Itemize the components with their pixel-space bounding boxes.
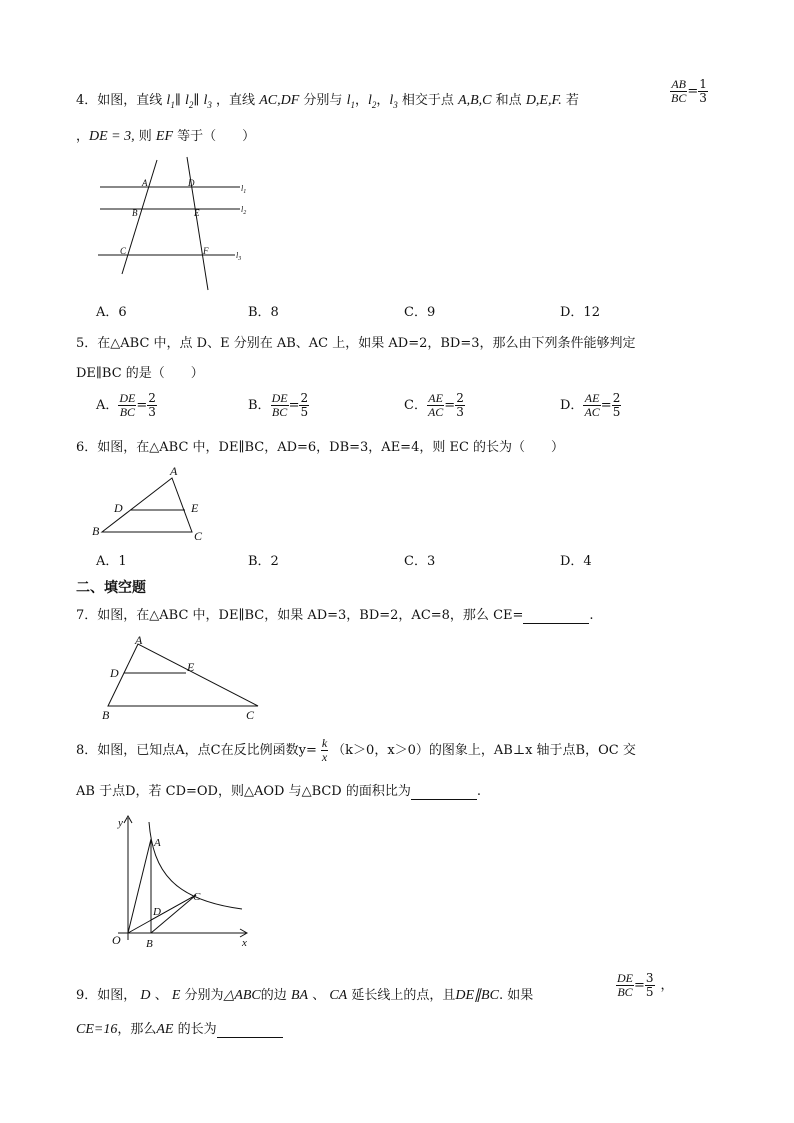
q5-stem-line2: DE∥BC 的是（ ）	[76, 366, 204, 381]
q9-stem-line2: CE=16，那么AE 的长为	[76, 1018, 283, 1038]
q4-option-c[interactable]: C．9	[404, 305, 436, 320]
q6-figure	[88, 462, 218, 547]
q7-stem: 7．如图，在△ABC 中，DE∥BC，如果 AD=3，BD=2，AC=8，那么 CE= .	[76, 608, 594, 623]
q4-figure	[90, 152, 260, 297]
q8-point-d: D	[153, 906, 161, 918]
q4-option-a[interactable]: A．6	[96, 305, 127, 320]
q8-stem-line1: 8．如图，已知点A，点C在反比例函数y= $\frac{k}{x}$ （k＞0，x＞0）的图象上，AB⊥x 轴于点B，OC 交	[76, 736, 636, 764]
q5-stem-line1: 5．在△ABC 中，点 D、E 分别在 AB、AC 上，如果 AD=2，BD=3，那么由下列条件能够判定	[76, 336, 636, 351]
q4-point-b: B	[132, 208, 138, 218]
q7-figure	[98, 630, 268, 725]
q7-point-e: E	[187, 660, 195, 674]
q6-stem: 6．如图，在△ABC 中，DE∥BC，AD=6，DB=3，AE=4，则 EC 的长为（ ）	[76, 440, 565, 455]
q7-point-c: C	[246, 708, 255, 722]
q8-axis-x: x	[242, 937, 247, 949]
q4-label-l1: $l_1$	[241, 184, 247, 195]
q6-point-c: C	[194, 529, 203, 543]
q4-option-b[interactable]: B．8	[248, 305, 279, 320]
q6-point-e: E	[191, 501, 199, 515]
q8-point-c: C	[193, 891, 201, 903]
q6-option-a[interactable]: A．1	[96, 554, 127, 569]
q9-answer-blank[interactable]	[217, 1022, 283, 1038]
q6-point-b: B	[92, 524, 100, 538]
q4-point-c: C	[120, 246, 127, 256]
q8-point-a: A	[154, 837, 161, 849]
q8-answer-blank[interactable]	[411, 784, 477, 800]
q4-point-a: A	[142, 178, 148, 188]
q9-stem-line1: 9．如图， D 、 E 分别为△ABC的边 BA 、 CA 延长线上的点，且DE∥BC. 如果	[76, 988, 534, 1003]
q4-stem-line1: 4．如图，直线 $l_1\parallel$ $l_2\parallel$ $l_3$ ，直线 AC,DF 分别与 $l_1$，$l_2$，$l_3$ 相交于点 A,B,C 和点 D,E,F. 若	[76, 93, 579, 110]
q6-option-b[interactable]: B．2	[248, 554, 279, 569]
q4-point-d: D	[188, 178, 195, 188]
q8-point-b: B	[146, 938, 153, 950]
q7-answer-blank[interactable]	[523, 608, 589, 624]
q5-option-b[interactable]: B． $\frac{DE}{BC}$ = $\frac{2}{5}$	[248, 391, 309, 419]
q7-point-a: A	[135, 633, 143, 647]
q4-point-f: F	[203, 246, 209, 256]
q8-point-o: O	[112, 933, 121, 947]
q9-ratio-fraction: $\frac{DE}{BC}$ = $\frac{3}{5}$ ，	[617, 971, 674, 999]
q4-label-l3: $l_3$	[236, 251, 242, 262]
q7-point-b: B	[102, 708, 110, 722]
q5-option-c[interactable]: C． $\frac{AE}{AC}$ = $\frac{2}{3}$	[404, 391, 464, 419]
q5-option-d[interactable]: D． $\frac{AE}{AC}$ = $\frac{2}{5}$	[560, 391, 621, 419]
q4-point-e: E	[194, 208, 200, 218]
q8-stem-line2: AB 于点D，若 CD=OD，则△AOD 与△BCD 的面积比为 .	[76, 784, 482, 799]
q8-axis-y: y	[118, 817, 123, 829]
q4-option-d[interactable]: D．12	[560, 305, 600, 320]
q5-option-a[interactable]: A． $\frac{DE}{BC}$ = $\frac{2}{3}$	[96, 391, 156, 419]
q6-point-a: A	[170, 464, 178, 478]
q7-point-d: D	[110, 666, 119, 680]
q4-stem-line2: ，DE = 3, 则 EF 等于（ ）	[76, 129, 256, 144]
q8-figure	[104, 812, 264, 952]
q4-label-l2: $l_2$	[241, 205, 247, 216]
q4-ratio-fraction: $\frac{AB}{BC}$ = $\frac{1}{3}$	[671, 77, 707, 105]
section-heading: 二、填空题	[76, 580, 146, 596]
q6-option-c[interactable]: C．3	[404, 554, 436, 569]
q6-point-d: D	[114, 501, 123, 515]
q6-option-d[interactable]: D．4	[560, 554, 592, 569]
